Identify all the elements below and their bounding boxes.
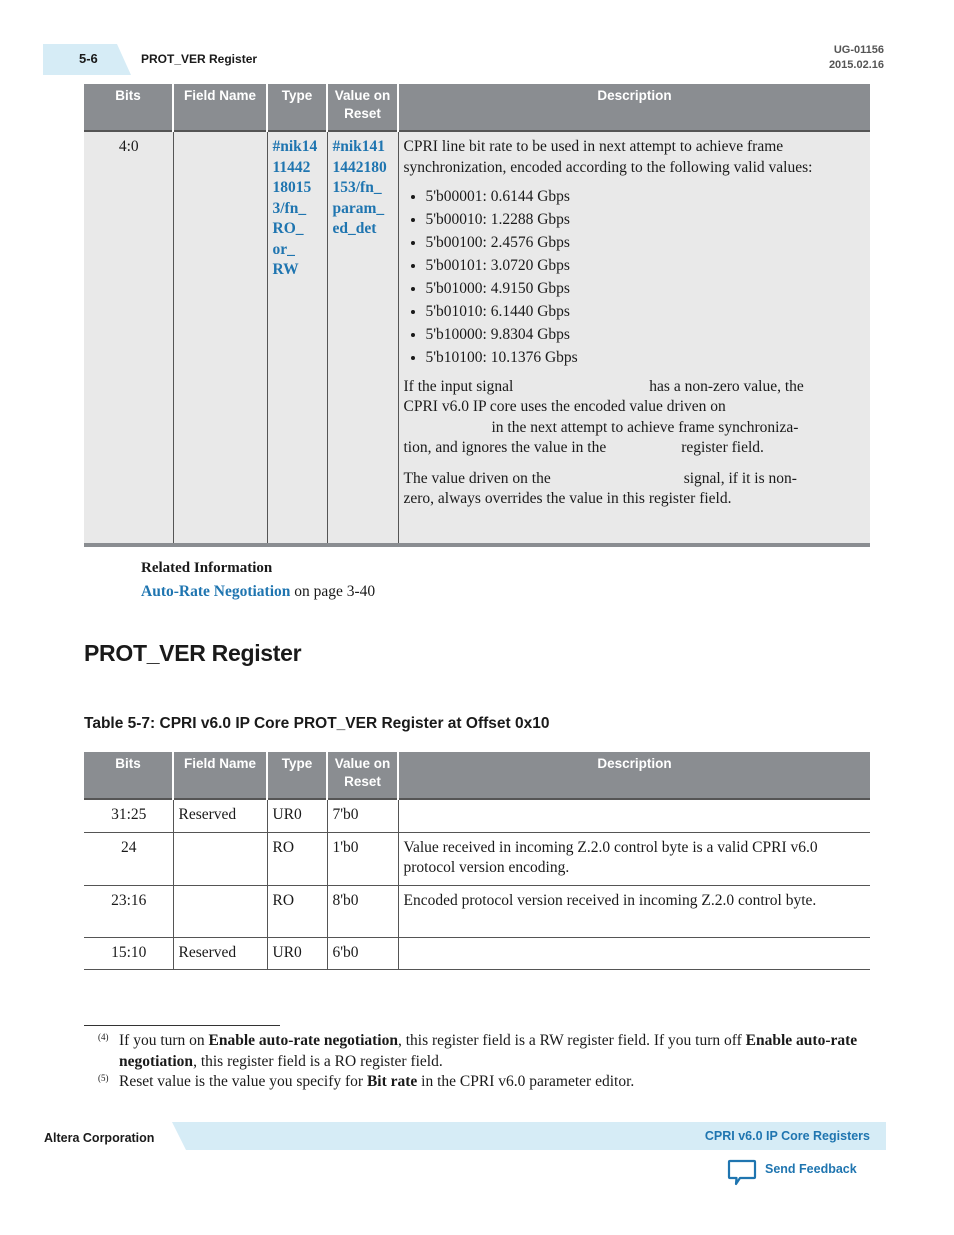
cell-type: UR0 — [267, 937, 327, 970]
col-header-value-on-reset: Value on Reset — [327, 752, 398, 799]
type-link-line[interactable]: RW — [272, 261, 299, 278]
desc-text: tion, and ignores the value in the — [403, 439, 607, 456]
cell-field-name — [173, 832, 267, 885]
type-link-line[interactable]: or_ — [272, 240, 295, 258]
cell-field-name: Reserved — [173, 799, 267, 832]
cell-description — [398, 799, 870, 832]
register-table-continued — [84, 84, 870, 547]
type-link-line[interactable]: 18015 — [272, 179, 312, 196]
table-row — [84, 131, 870, 545]
cell-reset: 8'b0 — [327, 885, 398, 937]
footnote-bold: Bit rate — [366, 1073, 418, 1090]
footnote-text: If you turn on — [119, 1032, 205, 1049]
cell-description: Value received in incoming Z.2.0 control byte is a valid CPRI v6.0 protocol version encoding. — [398, 832, 870, 885]
desc-text: CPRI v6.0 IP core uses the encoded value driven on — [403, 398, 726, 415]
cell-type: UR0 — [267, 799, 327, 832]
col-header-bits: Bits — [84, 752, 173, 799]
reset-link-line[interactable]: #nik141 — [332, 138, 386, 155]
desc-text: has a non-zero value, the — [649, 377, 804, 395]
col-header-type: Type — [267, 84, 327, 131]
list-item: • 5'b10000: 9.8304 Gbps — [426, 325, 867, 346]
related-info-line — [141, 583, 375, 601]
list-item: • 5'b00010: 1.2288 Gbps — [426, 210, 867, 231]
cell-reset-link[interactable] — [327, 131, 398, 545]
desc-text: register field. — [681, 439, 764, 456]
col-header-value-on-reset: Value on Reset — [327, 84, 398, 131]
desc-text: in the next attempt to achieve frame synchroniza- — [491, 418, 799, 436]
cell-reset: 1'b0 — [327, 832, 398, 885]
page-number: 5-6 — [79, 51, 98, 66]
footnote-divider — [84, 1025, 280, 1026]
cell-bits: 15:10 — [84, 937, 173, 970]
footnote-text: in the CPRI v6.0 parameter editor. — [421, 1073, 635, 1090]
cell-description — [398, 937, 870, 970]
col-header-field-name: Field Name — [173, 84, 267, 131]
footnote-bold: Enable auto-rate negotiation — [208, 1032, 398, 1049]
cell-type-link[interactable] — [267, 131, 327, 545]
header-doc-info — [829, 43, 884, 73]
type-link-line[interactable]: RO_ — [272, 220, 304, 237]
desc-text: zero, always overrides the value in this register field. — [403, 490, 732, 507]
table-row — [84, 937, 870, 970]
related-info-heading: Related Information — [141, 560, 273, 576]
type-link-line[interactable]: 11442 — [272, 158, 311, 176]
header-section-title: PROT_VER Register — [141, 52, 258, 66]
cell-description — [398, 131, 870, 545]
table-caption: Table 5-7: CPRI v6.0 IP Core PROT_VER Register at Offset 0x10 — [84, 715, 550, 732]
footnote-text: , this register field is a RW register field. If you turn off — [397, 1032, 742, 1049]
cell-field-name — [173, 131, 267, 545]
auto-rate-negotiation-link[interactable]: Auto-Rate Negotiation — [141, 583, 291, 600]
doc-date: 2015.02.16 — [828, 59, 884, 71]
col-header-type: Type — [267, 752, 327, 799]
footnote-text: , this register field is a RO register field. — [193, 1052, 443, 1070]
list-item: • 5'b10100: 10.1376 Gbps — [426, 348, 867, 369]
desc-paragraph-override — [404, 469, 867, 510]
type-link-line[interactable]: #nik14 — [272, 138, 318, 155]
cell-type: RO — [267, 832, 327, 885]
col-header-description: Description — [398, 84, 870, 131]
desc-paragraph-input-signal — [404, 377, 867, 459]
footnote-bold: Enable auto-rate negotiation — [119, 1032, 858, 1070]
reset-link-line[interactable]: 153/fn_ — [332, 179, 382, 196]
cell-bits: 4:0 — [84, 131, 173, 545]
table-row — [84, 885, 870, 937]
col-header-description: Description — [398, 752, 870, 799]
footer-company: Altera Corporation — [44, 1131, 155, 1145]
cell-reset: 6'b0 — [327, 937, 398, 970]
cell-field-name: Reserved — [173, 937, 267, 970]
cell-bits: 23:16 — [84, 885, 173, 937]
section-heading: PROT_VER Register — [84, 640, 302, 666]
reset-link-line[interactable]: 1442180 — [332, 158, 387, 176]
desc-text: If the input signal — [403, 377, 514, 395]
doc-id: UG-01156 — [833, 44, 884, 56]
bit-rate-list — [404, 187, 867, 369]
reset-link-line[interactable]: param_ — [332, 199, 385, 217]
type-link-line[interactable]: 3/fn_ — [272, 199, 307, 217]
footnote-5 — [98, 1072, 870, 1093]
list-item: • 5'b00101: 3.0720 Gbps — [426, 256, 867, 277]
cell-bits: 31:25 — [84, 799, 173, 832]
prot-ver-register-table — [84, 752, 870, 970]
speech-bubble-icon[interactable] — [727, 1158, 757, 1188]
footnote-text: Reset value is the value you specify for — [119, 1073, 364, 1090]
reset-link-line[interactable]: ed_det — [332, 220, 377, 237]
cell-reset: 7'b0 — [327, 799, 398, 832]
list-item: • 5'b01010: 6.1440 Gbps — [426, 302, 867, 323]
cell-description: Encoded protocol version received in incoming Z.2.0 control byte. — [398, 885, 870, 937]
col-header-field-name: Field Name — [173, 752, 267, 799]
list-item: • 5'b00100: 2.4576 Gbps — [426, 233, 867, 254]
list-item: • 5'b01000: 4.9150 Gbps — [426, 279, 867, 300]
footnote-mark: (5) — [98, 1073, 109, 1083]
list-item: • 5'b00001: 0.6144 Gbps — [426, 187, 867, 208]
desc-text: signal, if it is non- — [683, 469, 797, 487]
cell-bits: 24 — [84, 832, 173, 885]
cell-field-name — [173, 885, 267, 937]
footnote-4 — [98, 1031, 870, 1072]
col-header-bits: Bits — [84, 84, 173, 131]
related-info-page-ref: on page 3-40 — [294, 583, 376, 600]
desc-text: The value driven on the — [403, 469, 551, 487]
footnote-mark: (4) — [98, 1032, 109, 1042]
footer-section-link[interactable]: CPRI v6.0 IP Core Registers — [704, 1129, 870, 1143]
send-feedback-link[interactable]: Send Feedback — [765, 1162, 857, 1176]
cell-type: RO — [267, 885, 327, 937]
table-row — [84, 832, 870, 885]
desc-intro: CPRI line bit rate to be used in next attempt to achieve frame synchronization, encoded according to the following valid values: — [403, 138, 813, 176]
table-row — [84, 799, 870, 832]
